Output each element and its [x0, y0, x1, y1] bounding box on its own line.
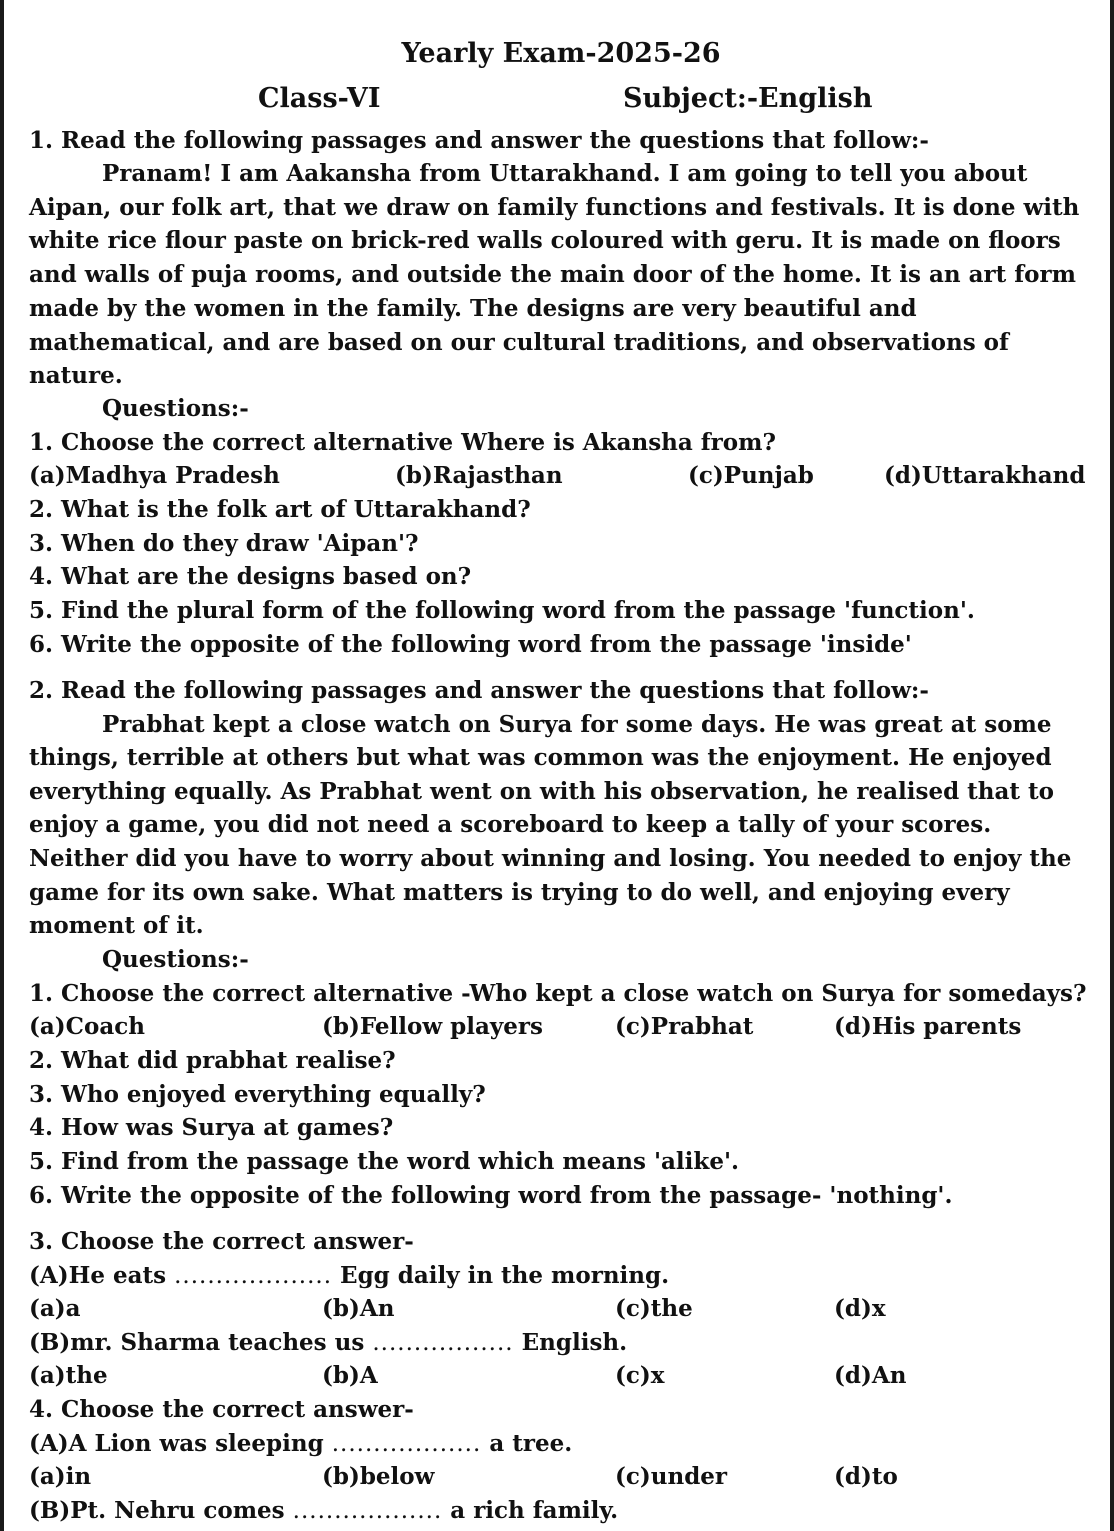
subject-label: Subject:-English — [623, 83, 873, 114]
passage1-line: and walls of puja rooms, and outside the main door of the home. It is an art form — [29, 261, 1076, 288]
passage2-line: things, terrible at others but what was common was the enjoyment. He enjoyed — [29, 744, 1052, 771]
option-b: (b)Rajasthan — [395, 462, 563, 489]
fill-blank-b: (B)Pt. Nehru comes .................. a rich family. — [29, 1497, 619, 1524]
mcq-options-row — [29, 1294, 1109, 1324]
question-item: 5. Find the plural form of the following word from the passage 'function'. — [29, 597, 975, 624]
option-b: (b)A — [322, 1362, 378, 1389]
passage2-line: game for its own sake. What matters is trying to do well, and enjoying every — [29, 879, 1010, 906]
option-c: (c)Prabhat — [615, 1013, 754, 1040]
question-item: 3. Who enjoyed everything equally? — [29, 1081, 486, 1108]
blank: .................. — [292, 1498, 443, 1524]
option-b: (b)An — [322, 1295, 395, 1322]
blank: ................... — [174, 1263, 333, 1289]
passage2-line: Neither did you have to worry about winning and losing. You needed to enjoy the — [29, 845, 1072, 872]
exam-title: Yearly Exam-2025-26 — [401, 38, 721, 69]
mcq-options-row — [29, 1361, 1109, 1391]
question-item: 4. What are the designs based on? — [29, 563, 472, 590]
questions-label: Questions:- — [102, 395, 249, 422]
option-a: (a)Madhya Pradesh — [29, 462, 280, 489]
option-c: (c)x — [615, 1362, 665, 1389]
option-a: (a)the — [29, 1362, 108, 1389]
fill-blank-a: (A)A Lion was sleeping .................. a tree. — [29, 1430, 573, 1457]
mcq-options-row — [29, 1012, 1109, 1042]
mcq-question: 1. Choose the correct alternative -Who kept a close watch on Surya for somedays? — [29, 980, 1087, 1007]
option-c: (c)under — [615, 1463, 728, 1490]
option-d: (d)to — [834, 1463, 898, 1490]
section4-heading: 4. Choose the correct answer- — [29, 1396, 414, 1423]
option-c: (c)Punjab — [688, 462, 814, 489]
mcq-options-row — [29, 1462, 1109, 1492]
option-a: (a)Coach — [29, 1013, 145, 1040]
option-d: (d)An — [834, 1362, 907, 1389]
question-item: 2. What is the folk art of Uttarakhand? — [29, 496, 531, 523]
mcq-options-row — [29, 461, 1109, 491]
question-item: 2. What did prabhat realise? — [29, 1047, 396, 1074]
question-item: 4. How was Surya at games? — [29, 1114, 394, 1141]
option-d: (d)His parents — [834, 1013, 1022, 1040]
option-d: (d)Uttarakhand — [884, 462, 1086, 489]
passage1-line: white rice flour paste on brick-red walls coloured with geru. It is made on floors — [29, 227, 1061, 254]
passage2-line: enjoy a game, you did not need a scoreboard to keep a tally of your scores. — [29, 811, 992, 838]
question-item: 6. Write the opposite of the following word from the passage- 'nothing'. — [29, 1182, 953, 1209]
class-label: Class-VI — [258, 83, 381, 114]
section1-heading: 1. Read the following passages and answer the questions that follow:- — [29, 127, 929, 154]
passage2-line: moment of it. — [29, 912, 204, 939]
passage2-line: everything equally. As Prabhat went on with his observation, he realised that to — [29, 778, 1055, 805]
mcq-question: 1. Choose the correct alternative Where is Akansha from? — [29, 429, 776, 456]
option-a: (a)a — [29, 1295, 81, 1322]
questions-label: Questions:- — [102, 946, 249, 973]
option-a: (a)in — [29, 1463, 92, 1490]
passage1-line: made by the women in the family. The designs are very beautiful and — [29, 295, 917, 322]
fill-blank-b: (B)mr. Sharma teaches us ................. English. — [29, 1329, 628, 1356]
passage1-line: mathematical, and are based on our cultural traditions, and observations of — [29, 329, 1009, 356]
section2-heading: 2. Read the following passages and answer the questions that follow:- — [29, 677, 929, 704]
section3-heading: 3. Choose the correct answer- — [29, 1228, 414, 1255]
fill-blank-a: (A)He eats ................... Egg daily in the morning. — [29, 1262, 670, 1289]
blank: .................. — [331, 1431, 482, 1457]
passage1-line: Pranam! I am Aakansha from Uttarakhand. I am going to tell you about — [102, 160, 1028, 187]
option-b: (b)below — [322, 1463, 435, 1490]
passage1-line: Aipan, our folk art, that we draw on family functions and festivals. It is done with — [29, 194, 1080, 221]
option-c: (c)the — [615, 1295, 693, 1322]
option-d: (d)x — [834, 1295, 886, 1322]
question-item: 3. When do they draw 'Aipan'? — [29, 530, 419, 557]
question-item: 6. Write the opposite of the following word from the passage 'inside' — [29, 631, 912, 658]
blank: ................. — [372, 1330, 514, 1356]
question-item: 5. Find from the passage the word which means 'alike'. — [29, 1148, 740, 1175]
passage2-line: Prabhat kept a close watch on Surya for some days. He was great at some — [102, 711, 1052, 738]
passage1-line: nature. — [29, 362, 123, 389]
option-b: (b)Fellow players — [322, 1013, 543, 1040]
